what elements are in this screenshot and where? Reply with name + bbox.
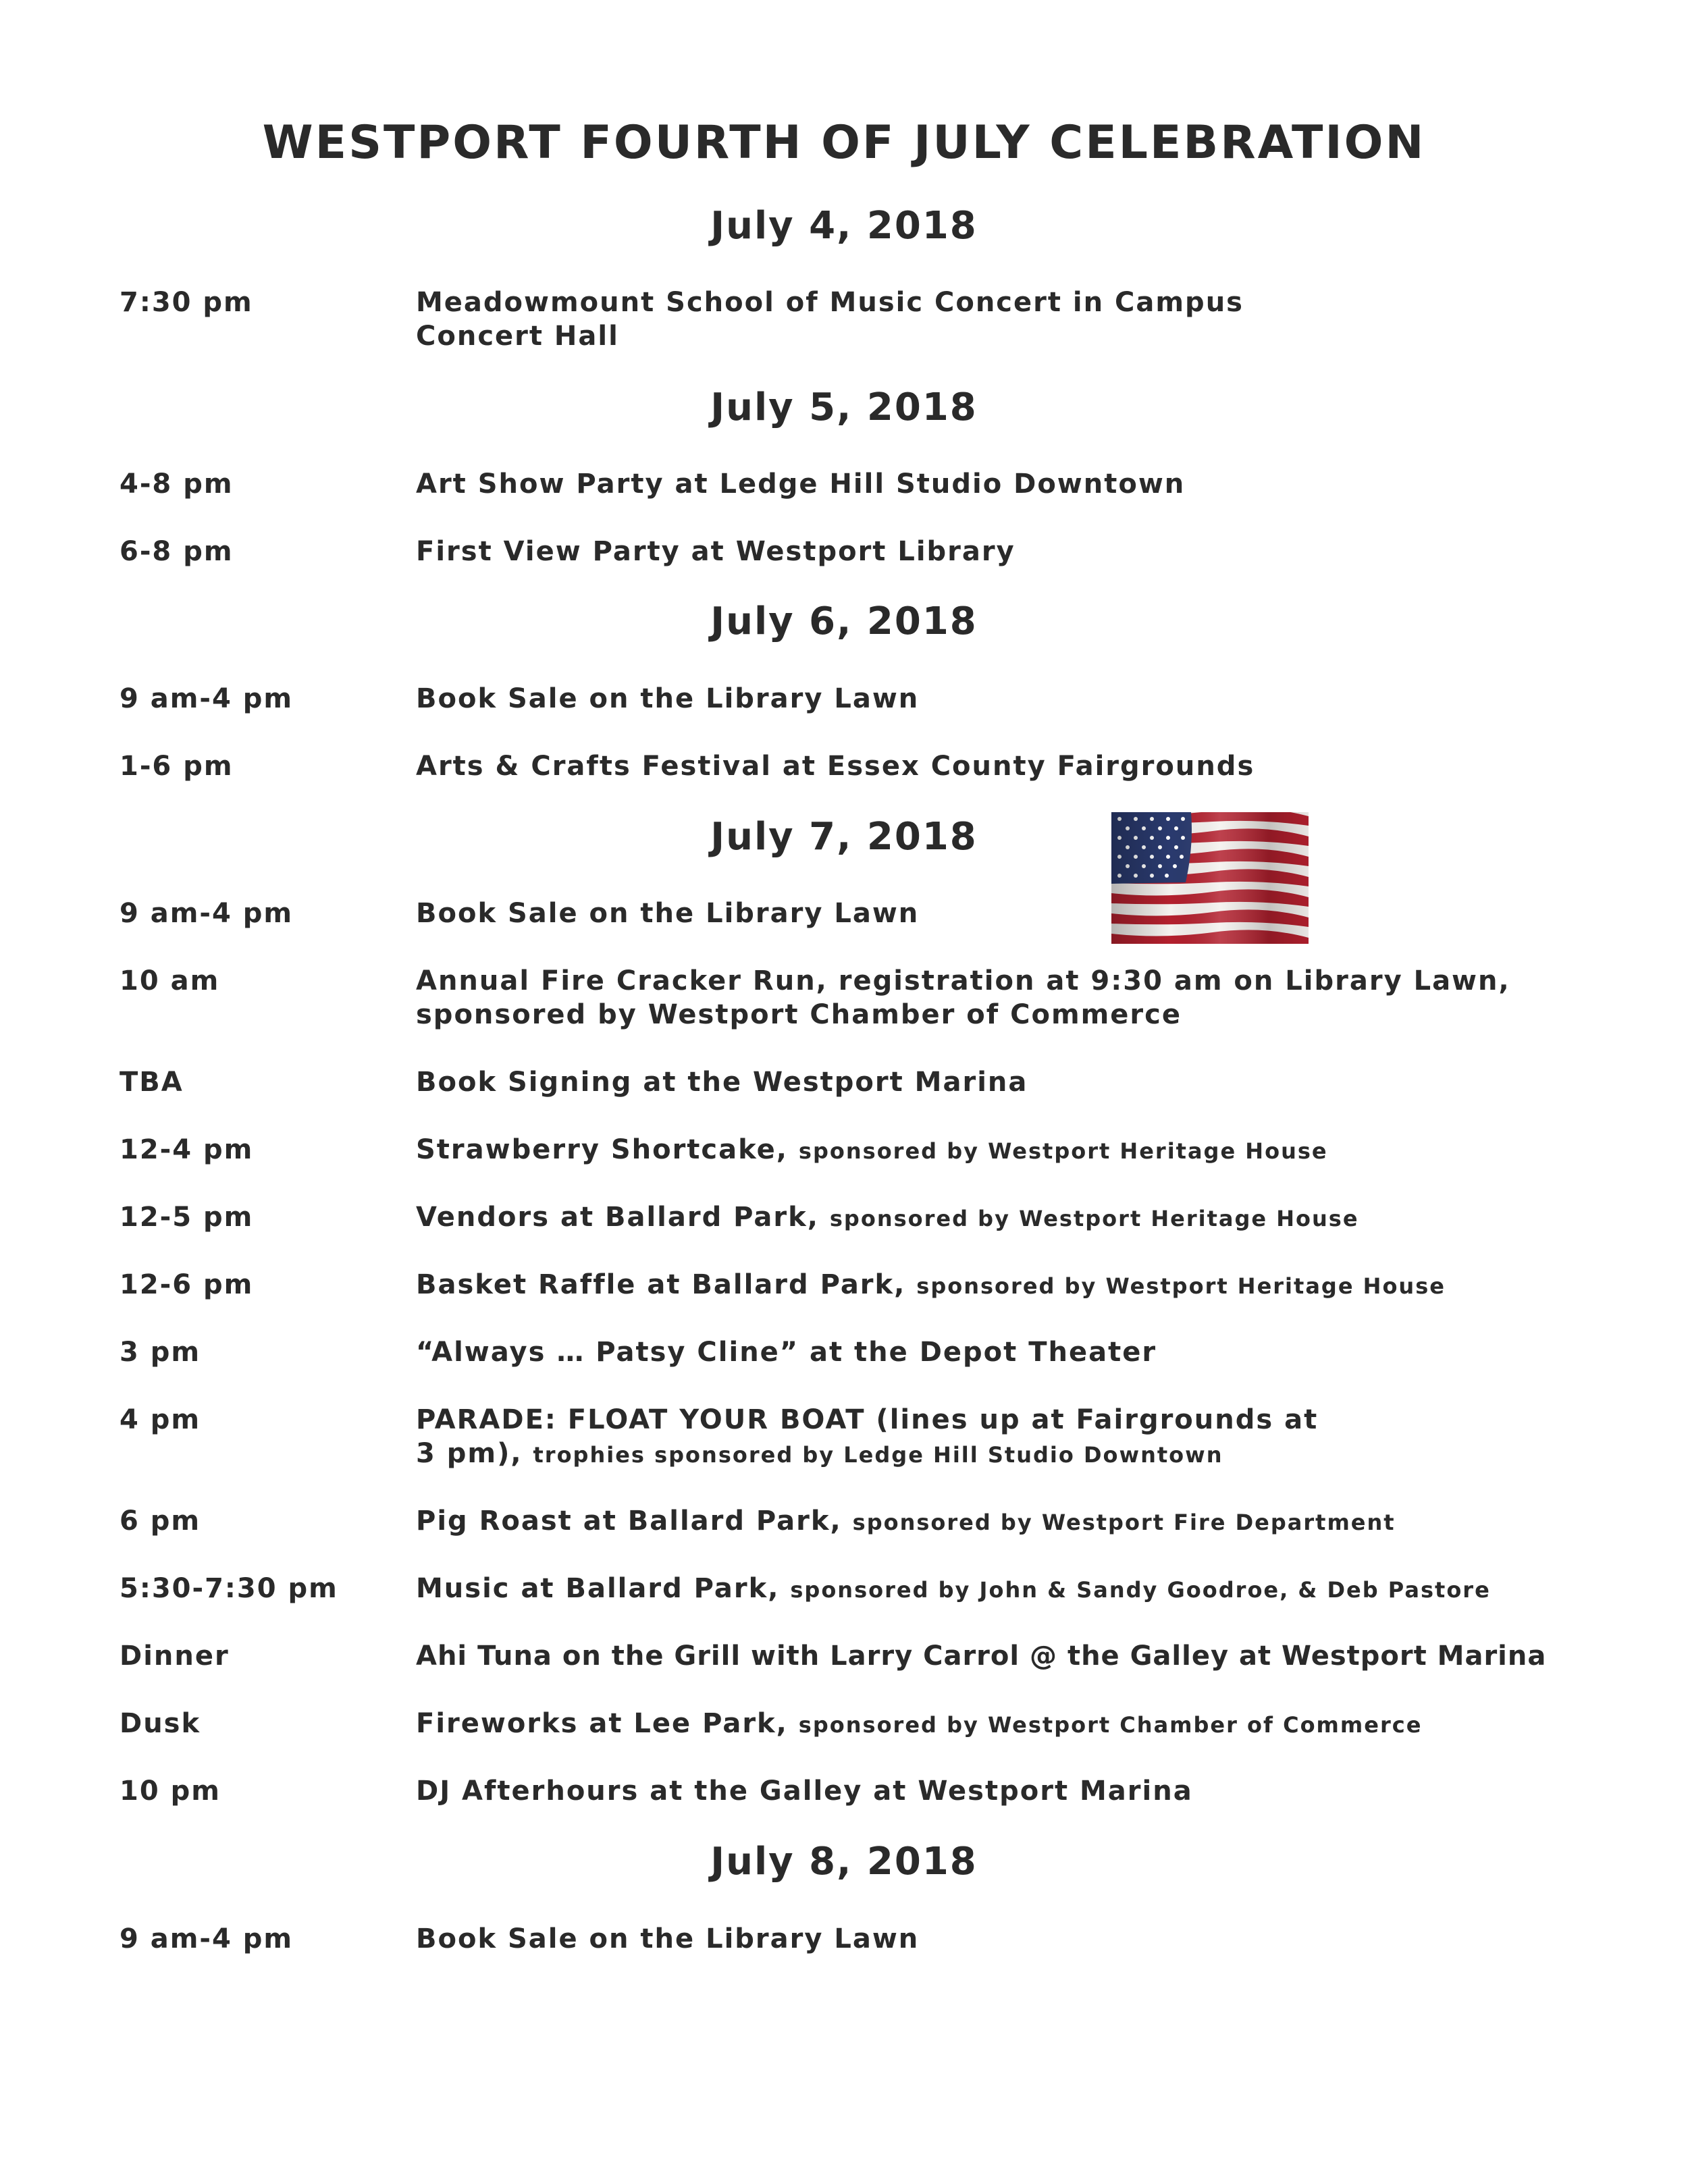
event-time: Dinner xyxy=(120,1641,230,1672)
event-sponsor: trophies sponsored by Ledge Hill Studio Downtown xyxy=(533,1442,1223,1468)
event-sponsor: sponsored by Westport Heritage House xyxy=(798,1138,1328,1164)
day-heading: July 5, 2018 xyxy=(710,385,978,429)
event-sponsor: sponsored by John & Sandy Goodroe, & Deb Pastore xyxy=(790,1577,1491,1603)
day-heading: July 7, 2018 xyxy=(710,815,978,859)
event-time: 9 am-4 pm xyxy=(120,1923,294,1954)
event-description xyxy=(416,286,1244,353)
event-time: 6 pm xyxy=(120,1506,201,1537)
event-text: Basket Raffle at Ballard Park, xyxy=(416,1269,906,1300)
american-flag-icon xyxy=(1111,812,1309,944)
event-description xyxy=(416,1403,1318,1472)
event-time: 12-4 pm xyxy=(120,1134,254,1165)
event-text: Meadowmount School of Music Concert in Campus xyxy=(416,287,1244,318)
event-text: Fireworks at Lee Park, xyxy=(416,1708,788,1739)
day-heading: July 6, 2018 xyxy=(710,600,978,643)
event-description xyxy=(416,1707,1422,1742)
event-time: 12-5 pm xyxy=(120,1202,254,1233)
event-time: 3 pm xyxy=(120,1337,201,1368)
event-text-line2 xyxy=(416,1437,1318,1472)
event-description xyxy=(416,1268,1446,1303)
event-sponsor: sponsored by Westport Fire Department xyxy=(852,1510,1396,1535)
event-text-line2: Concert Hall xyxy=(416,321,619,352)
event-text: Music at Ballard Park, xyxy=(416,1573,780,1604)
event-sponsor: sponsored by Westport Heritage House xyxy=(916,1273,1446,1299)
event-time: 7:30 pm xyxy=(120,287,253,318)
event-time: 6-8 pm xyxy=(120,536,234,567)
event-description: First View Party at Westport Library xyxy=(416,536,1016,567)
event-time: Dusk xyxy=(120,1708,201,1739)
event-time: 10 am xyxy=(120,965,220,996)
event-description xyxy=(416,1572,1491,1607)
event-sponsor: sponsored by Westport Chamber of Commerce xyxy=(798,1712,1423,1738)
event-text: Pig Roast at Ballard Park, xyxy=(416,1506,842,1537)
event-text: Vendors at Ballard Park, xyxy=(416,1202,819,1233)
event-text-line2: sponsored by Westport Chamber of Commerce xyxy=(416,999,1182,1030)
event-description: Ahi Tuna on the Grill with Larry Carrol @ the Galley at Westport Marina xyxy=(416,1641,1547,1672)
event-time: 4-8 pm xyxy=(120,469,234,500)
event-sponsor: sponsored by Westport Heritage House xyxy=(829,1206,1359,1231)
event-description xyxy=(416,1133,1328,1168)
event-time: 1-6 pm xyxy=(120,751,234,782)
event-description: DJ Afterhours at the Galley at Westport Marina xyxy=(416,1776,1193,1807)
event-description xyxy=(416,1504,1396,1539)
event-description: Book Sale on the Library Lawn xyxy=(416,683,920,714)
event-description: “Always … Patsy Cline” at the Depot Theater xyxy=(416,1337,1157,1368)
event-time: TBA xyxy=(120,1067,184,1098)
day-heading: July 8, 2018 xyxy=(710,1840,978,1884)
event-text-line2-main: 3 pm), xyxy=(416,1438,523,1469)
day-heading: July 4, 2018 xyxy=(710,204,978,248)
event-description xyxy=(416,964,1510,1032)
event-time: 9 am-4 pm xyxy=(120,898,294,929)
event-description xyxy=(416,1200,1359,1235)
event-time: 9 am-4 pm xyxy=(120,683,294,714)
event-description: Book Sale on the Library Lawn xyxy=(416,1923,920,1954)
event-description: Book Signing at the Westport Marina xyxy=(416,1067,1028,1098)
page-title: WESTPORT FOURTH OF JULY CELEBRATION xyxy=(262,116,1426,169)
event-time: 12-6 pm xyxy=(120,1269,254,1300)
event-text: Strawberry Shortcake, xyxy=(416,1134,788,1165)
event-description: Arts & Crafts Festival at Essex County Fairgrounds xyxy=(416,751,1255,782)
event-description: Art Show Party at Ledge Hill Studio Downtown xyxy=(416,469,1186,500)
event-time: 5:30-7:30 pm xyxy=(120,1573,338,1604)
event-time: 10 pm xyxy=(120,1776,221,1807)
event-description: Book Sale on the Library Lawn xyxy=(416,898,920,929)
event-time: 4 pm xyxy=(120,1404,201,1435)
event-text: PARADE: FLOAT YOUR BOAT (lines up at Fairgrounds at xyxy=(416,1404,1319,1435)
event-text: Annual Fire Cracker Run, registration at 9:30 am on Library Lawn, xyxy=(416,965,1510,996)
